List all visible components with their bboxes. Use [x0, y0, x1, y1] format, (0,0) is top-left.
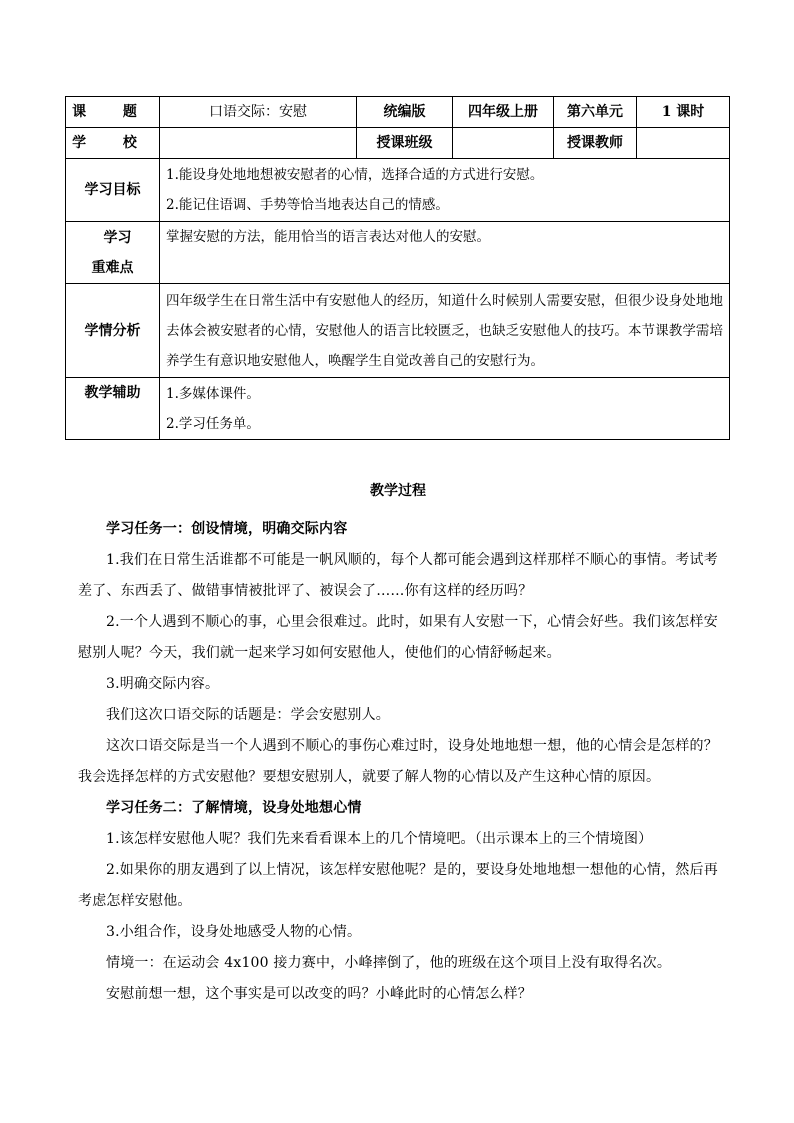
topic-label: 课 题 — [66, 97, 160, 128]
edition: 统编版 — [357, 97, 453, 128]
aid-item: 1.多媒体课件。 — [166, 385, 260, 402]
school-label: 学 校 — [66, 128, 160, 159]
key-points-row — [66, 222, 730, 284]
process-paragraph: 这次口语交际是当一个人遇到不顺心的事伤心难过时，设身处地地想一想，他的心情会是怎样的？我会选择怎样的方式安慰他？要想安慰别人，就要了解人物的心情以及产生这种心情的原因。 — [78, 738, 718, 785]
key-points-label — [66, 222, 160, 284]
goals-content — [160, 159, 730, 222]
lesson-info-table — [65, 96, 730, 440]
goals-row — [66, 159, 730, 222]
aids-content — [160, 378, 730, 440]
process-paragraph: 1.该怎样安慰他人呢？我们先来看看课本上的几个情境吧。（出示课本上的三个情境图） — [106, 831, 653, 847]
aid-item: 2.学习任务单。 — [166, 415, 260, 432]
process-title: 教学过程 — [370, 483, 426, 499]
analysis-row — [66, 284, 730, 378]
key-points-content: 掌握安慰的方法，能用恰当的语言表达对他人的安慰。 — [160, 222, 730, 284]
process-paragraph: 2.一个人遇到不顺心的事，心里会很难过。此时，如果有人安慰一下，心情会好些。我们该怎样安慰别人呢？今天，我们就一起来学习如何安慰他人，使他们的心情舒畅起来。 — [78, 614, 718, 661]
teacher-value — [637, 128, 730, 159]
teacher-label: 授课教师 — [554, 128, 637, 159]
process-paragraph: 1.我们在日常生活谁都不可能是一帆风顺的，每个人都可能会遇到这样那样不顺心的事情。考试考差了、东西丢了、做错事情被批评了、被误会了……你有这样的经历吗？ — [78, 552, 718, 599]
key-points-label-line2: 重难点 — [91, 259, 134, 276]
class-hours: 1 课时 — [637, 97, 730, 128]
header-row-2 — [66, 128, 730, 159]
goal-item: 1.能设身处地地想被安慰者的心情，选择合适的方式进行安慰。 — [166, 167, 544, 183]
school-value — [160, 128, 357, 159]
process-paragraph: 安慰前想一想，这个事实是可以改变的吗？小峰此时的心情怎么样？ — [106, 986, 532, 1002]
process-paragraph: 我们这次口语交际的话题是：学会安慰别人。 — [106, 707, 390, 723]
process-paragraph: 3.明确交际内容。 — [106, 676, 220, 692]
process-paragraph: 3.小组合作，设身处地感受人物的心情。 — [106, 924, 362, 940]
goal-item: 2.能记住语调、手势等恰当地表达自己的情感。 — [166, 197, 449, 213]
analysis-content: 四年级学生在日常生活中有安慰他人的经历，知道什么时候别人需要安慰，但很少设身处地地去体会被安慰者的心情，安慰他人的语言比较匮乏，也缺乏安慰他人的技巧。本节课教学需培养学生有意识地安慰他人，唤醒学生自觉改善自己的安慰行为。 — [160, 284, 730, 378]
unit: 第六单元 — [554, 97, 637, 128]
key-points-label-line1: 学习 — [103, 229, 132, 246]
class-value — [453, 128, 554, 159]
aids-row — [66, 378, 730, 440]
grade: 四年级上册 — [453, 97, 554, 128]
header-row-1 — [66, 97, 730, 128]
analysis-label: 学情分析 — [66, 284, 160, 378]
aids-label: 教学辅助 — [66, 378, 160, 440]
task-heading: 学习任务一：创设情境，明确交际内容 — [106, 521, 348, 537]
process-paragraph: 2.如果你的朋友遇到了以上情况，该怎样安慰他呢？是的，要设身处地地想一想他的心情，然后再考虑怎样安慰他。 — [78, 862, 718, 909]
goals-label: 学习目标 — [66, 159, 160, 222]
process-paragraph: 情境一：在运动会 4x100 接力赛中，小峰摔倒了，他的班级在这个项目上没有取得名次。 — [106, 955, 672, 971]
topic-value: 口语交际：安慰 — [160, 97, 357, 128]
teaching-process — [78, 480, 718, 1010]
task-heading: 学习任务二：了解情境，设身处地想心情 — [106, 800, 362, 816]
class-label: 授课班级 — [357, 128, 453, 159]
